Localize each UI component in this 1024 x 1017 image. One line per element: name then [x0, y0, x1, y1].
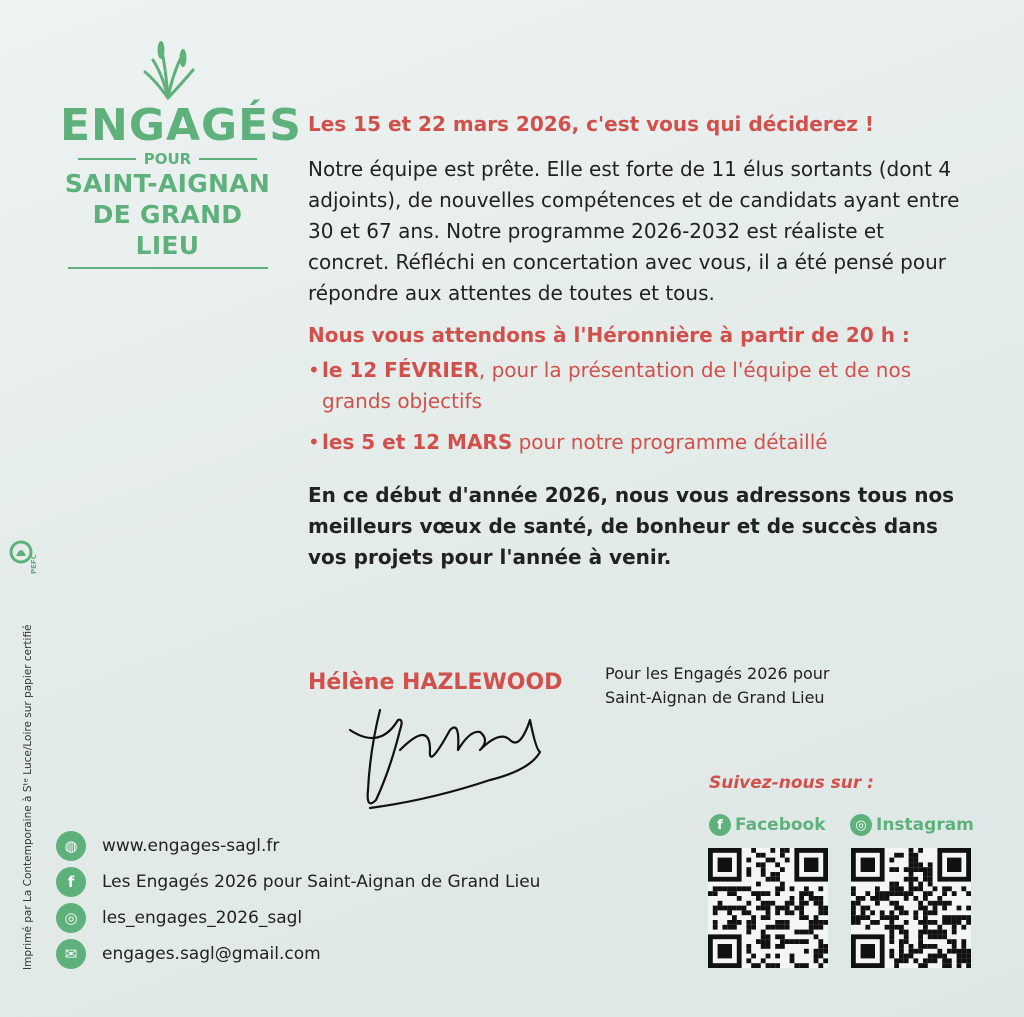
logo [60, 40, 302, 269]
instagram-handle[interactable]: les_engages_2026_sagl [102, 908, 303, 928]
logo-line-grand-lieu: DE GRAND LIEU [92, 200, 243, 260]
website-link[interactable]: www.engages-sagl.fr [102, 836, 280, 856]
intro-paragraph: Notre équipe est prête. Elle est forte de 11 élus sortants (dont 4 adjoints), de nouvelles compétences et de candidats ayant entre 30 et 67 ans. Notre programme 2026-2032 est réaliste et concret. Réfléchi en concertation avec vous, il a été pensé pour répondre aux attentes de toutes et tous. [308, 157, 960, 305]
instagram-social-label[interactable] [850, 814, 974, 836]
signer-org [605, 662, 829, 710]
reed-icon [133, 40, 203, 100]
meeting-date: le 12 FÉVRIER [322, 358, 479, 382]
signer-name: Hélène HAZLEWOOD [308, 670, 563, 695]
signer-org-line2: Saint-Aignan de Grand Lieu [605, 688, 825, 707]
facebook-qr-code[interactable] [708, 848, 828, 968]
follow-us-label: Suivez-nous sur : [709, 773, 874, 793]
main-text [308, 112, 968, 593]
contact-row-instagram [56, 900, 540, 936]
meetings-heading: Nous vous attendons à l'Héronnière à partir de 20 h : [308, 323, 910, 347]
contact-row-website [56, 828, 540, 864]
facebook-text: Facebook [735, 815, 826, 835]
contact-list [56, 828, 540, 972]
meeting-date: les 5 et 12 MARS [322, 430, 513, 454]
logo-line-engages: ENGAGÉS [60, 100, 302, 151]
contact-row-email [56, 936, 540, 972]
logo-underline [68, 267, 268, 269]
globe-icon: ◍ [56, 831, 86, 861]
logo-pour-text: POUR [143, 150, 192, 168]
facebook-page-text[interactable]: Les Engagés 2026 pour Saint-Aignan de Grand Lieu [102, 872, 541, 892]
headline: Les 15 et 22 mars 2026, c'est vous qui déciderez ! [308, 112, 874, 136]
logo-line-town: SAINT-AIGNAN [64, 169, 271, 198]
pefc-label: PEFC [30, 554, 38, 574]
instagram-icon: ◎ [850, 814, 872, 836]
facebook-icon: f [56, 867, 86, 897]
print-note: Imprimé par La Contemporaine à Sᵗᵉ Luce/Loire sur papier certifié [22, 624, 34, 970]
facebook-social-label[interactable] [709, 814, 826, 836]
pefc-logo-icon [8, 538, 50, 578]
email-link[interactable]: engages.sagl@gmail.com [102, 944, 321, 964]
facebook-icon: f [709, 814, 731, 836]
meeting-item [308, 427, 968, 458]
contact-row-facebook [56, 864, 540, 900]
instagram-text: Instagram [876, 815, 974, 835]
instagram-icon: ◎ [56, 903, 86, 933]
meeting-item [308, 355, 968, 417]
instagram-qr-code[interactable] [851, 848, 971, 968]
meeting-text: pour notre programme détaillé [512, 430, 828, 454]
signer-org-line1: Pour les Engagés 2026 pour [605, 664, 830, 683]
closing-paragraph: En ce début d'année 2026, nous vous adressons tous nos meilleurs vœux de santé, de bonheur et de succès dans vos projets pour l'année à venir. [308, 483, 955, 569]
mail-icon: ✉ [56, 939, 86, 969]
handwritten-signature [340, 690, 570, 820]
logo-line-pour [60, 150, 275, 168]
meeting-text: , pour la présentation de l'équipe et de nos grands objectifs [322, 358, 912, 413]
